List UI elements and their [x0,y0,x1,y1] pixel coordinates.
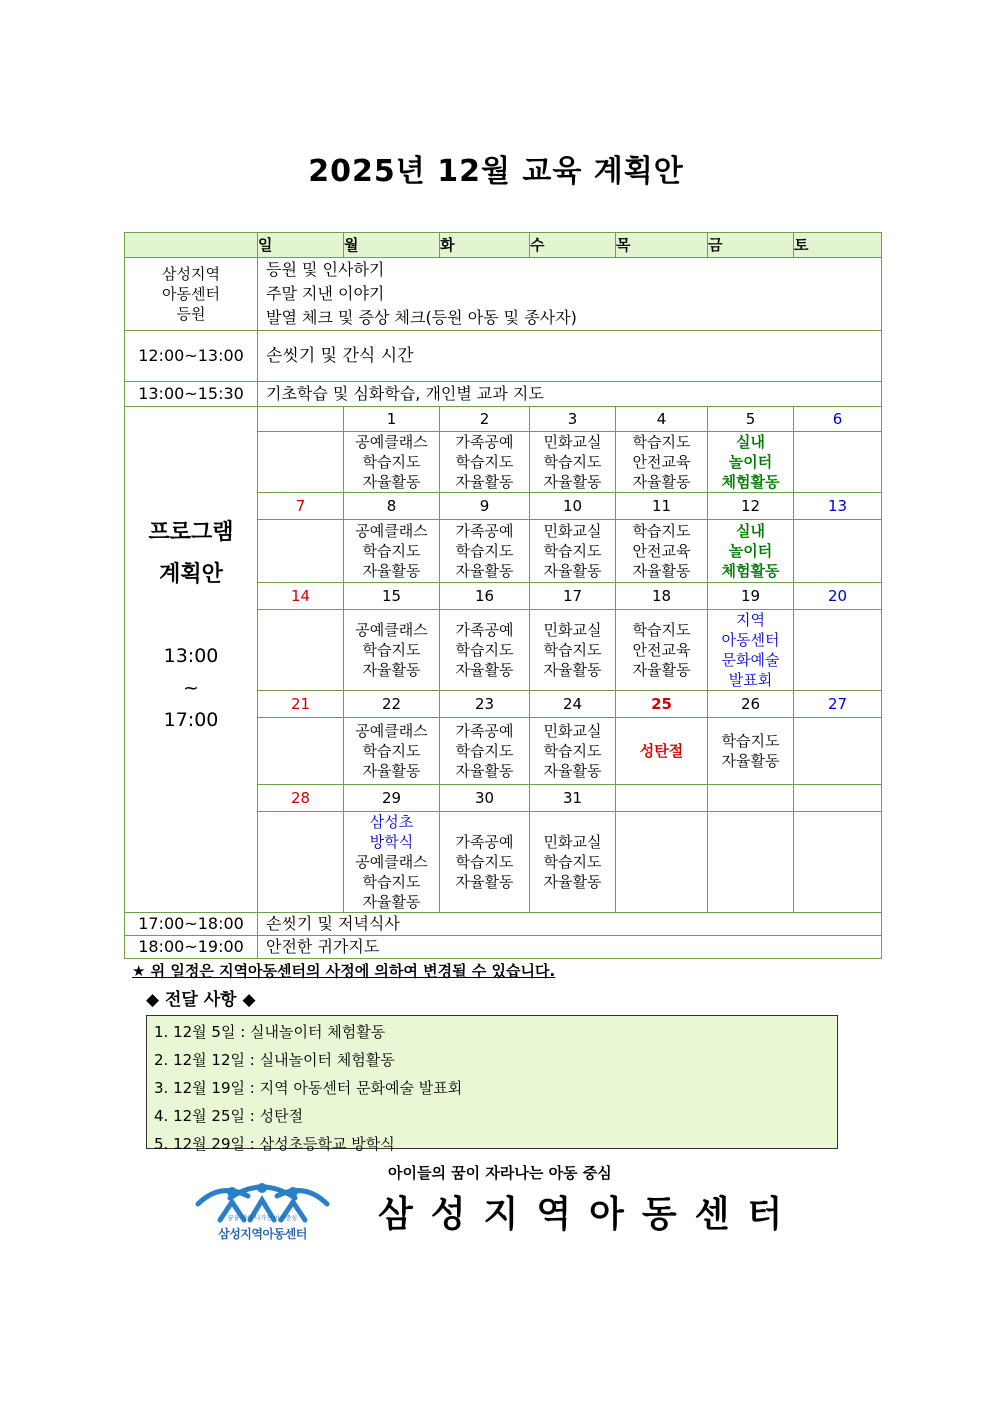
activity-line: 발표회 [728,671,773,689]
date-cell: 13 [794,493,882,520]
arrival-content [258,258,882,331]
activity-cell [708,432,794,493]
activity-line: 놀이터 [728,453,773,471]
date-cell: 5 [708,407,794,432]
date-cell [258,407,344,432]
activity-line: 학습지도 [362,453,421,471]
activity-cell [530,520,616,583]
activity-cell [794,812,882,913]
date-cell: 9 [440,493,530,520]
activity-line: 학습지도 [455,641,514,659]
activity-line: 학습지도 [455,742,514,760]
activity-line: 학습지도 [455,453,514,471]
activity-line: 자율활동 [362,893,421,911]
activity-cell [794,520,882,583]
snack-time: 12:00~13:00 [125,331,258,382]
activity-cell [440,812,530,913]
activity-line: 자율활동 [455,873,514,891]
date-cell: 11 [616,493,708,520]
arrival-label [125,258,258,331]
activity-line: 공예클래스 [355,853,428,871]
activity-line: 자율활동 [362,562,421,580]
activity-line: 학습지도 [632,522,691,540]
delivery-item: 3. 12월 19일 : 지역 아동센터 문화예술 발표회 [154,1079,463,1097]
date-cell: 29 [344,785,440,812]
activity-line: 실내 [736,433,765,451]
study-row [125,382,882,407]
activity-cell [344,812,440,913]
header-sun: 일 [258,233,344,258]
snack-row [125,331,882,382]
activity-line: 안전교육 [632,453,691,471]
activity-cell [344,610,440,691]
date-cell: 18 [616,583,708,610]
date-cell: 25 [616,691,708,718]
header-sat: 토 [794,233,882,258]
evening-time: 18:00~19:00 [125,936,258,959]
activity-cell [794,610,882,691]
activity-line: 자율활동 [362,473,421,491]
date-cell: 26 [708,691,794,718]
activity-line: 자율활동 [362,762,421,780]
activity-line: 자율활동 [632,661,691,679]
week-date-row [125,407,882,432]
activity-line: 자율활동 [455,762,514,780]
activity-line: 안전교육 [632,542,691,560]
activity-line: 학습지도 [543,742,602,760]
activity-line: 자율활동 [455,562,514,580]
arrival-row [125,258,882,331]
activity-cell [440,610,530,691]
date-cell [616,785,708,812]
evening-desc: 안전한 귀가지도 [258,936,882,959]
activity-line: 민화교실 [543,621,602,639]
header-fri: 금 [708,233,794,258]
date-cell: 6 [794,407,882,432]
activity-line: 성탄절 [639,742,684,760]
activity-line: 자율활동 [543,762,602,780]
activity-cell [344,432,440,493]
activity-cell [708,812,794,913]
activity-cell [708,718,794,785]
arrival-label-line: 등원 [176,305,206,323]
activity-cell [616,432,708,493]
activity-cell [440,520,530,583]
evening-row [125,936,882,959]
activity-line: 자율활동 [543,873,602,891]
program-label-line: 프로그램 [148,520,234,545]
activity-cell [616,520,708,583]
activity-line: 학습지도 [632,433,691,451]
activity-cell [794,718,882,785]
activity-line: 자율활동 [455,473,514,491]
activity-cell [530,610,616,691]
evening-desc: 손씻기 및 저녁식사 [258,913,882,936]
activity-cell [258,520,344,583]
date-cell: 31 [530,785,616,812]
arrival-label-line: 아동센터 [162,285,220,303]
date-cell: 24 [530,691,616,718]
activity-line: 공예클래스 [355,433,428,451]
activity-line: 학습지도 [543,453,602,471]
header-thu: 목 [616,233,708,258]
activity-line: 민화교실 [543,522,602,540]
arrival-line: 발열 체크 및 증상 체크(등원 아동 및 종사자) [266,308,577,327]
activity-cell [344,520,440,583]
program-time-sep: ~ [183,677,199,699]
program-label [125,407,258,913]
activity-line: 체험활동 [721,473,780,491]
activity-cell [258,718,344,785]
date-cell: 21 [258,691,344,718]
study-desc: 기초학습 및 심화학습, 개인별 교과 지도 [258,382,882,407]
date-cell: 8 [344,493,440,520]
date-cell: 12 [708,493,794,520]
activity-line: 학습지도 [362,641,421,659]
activity-line: 자율활동 [721,752,780,770]
date-cell: 14 [258,583,344,610]
activity-cell [708,610,794,691]
header-wed: 수 [530,233,616,258]
date-cell: 10 [530,493,616,520]
activity-line: 방학식 [369,833,414,851]
activity-line: 아동센터 [721,631,780,649]
activity-line: 자율활동 [632,562,691,580]
date-cell: 2 [440,407,530,432]
date-cell: 17 [530,583,616,610]
activity-cell [258,610,344,691]
activity-line: 민화교실 [543,722,602,740]
activity-line: 공예클래스 [355,722,428,740]
header-corner [125,233,258,258]
activity-cell [794,432,882,493]
date-cell: 15 [344,583,440,610]
activity-cell [440,718,530,785]
activity-cell [530,718,616,785]
activity-line: 가족공예 [455,833,514,851]
date-cell [794,785,882,812]
activity-line: 학습지도 [632,621,691,639]
activity-line: 민화교실 [543,833,602,851]
activity-cell [258,812,344,913]
education-plan-table [124,232,882,959]
activity-line: 학습지도 [721,732,780,750]
date-cell: 22 [344,691,440,718]
activity-line: 자율활동 [362,661,421,679]
activity-line: 학습지도 [543,641,602,659]
slogan: 아이들의 꿈이 자라나는 아동 중심 [388,1164,612,1182]
activity-line: 가족공예 [455,522,514,540]
activity-line: 체험활동 [721,562,780,580]
date-cell: 7 [258,493,344,520]
activity-line: 가족공예 [455,621,514,639]
activity-line: 공예클래스 [355,621,428,639]
date-cell: 4 [616,407,708,432]
activity-line: 가족공예 [455,433,514,451]
arrival-line: 주말 지낸 이야기 [266,284,385,303]
date-cell: 20 [794,583,882,610]
activity-line: 자율활동 [455,661,514,679]
activity-line: 학습지도 [362,742,421,760]
activity-line: 학습지도 [455,542,514,560]
activity-line: 민화교실 [543,433,602,451]
program-time-start: 13:00 [163,645,219,667]
activity-line: 문화예술 [721,651,780,669]
delivery-item: 1. 12월 5일 : 실내놀이터 체험활동 [154,1023,386,1041]
activity-line: 학습지도 [543,542,602,560]
header-mon: 월 [344,233,440,258]
date-cell [708,785,794,812]
activity-cell [616,812,708,913]
arrival-label-line: 삼성지역 [162,265,220,283]
activity-cell [616,718,708,785]
activity-line: 자율활동 [632,473,691,491]
date-cell: 30 [440,785,530,812]
activity-line: 실내 [736,522,765,540]
delivery-item: 5. 12월 29일 : 삼성초등학교 방학식 [154,1135,395,1153]
activity-cell [530,432,616,493]
activity-line: 자율활동 [543,661,602,679]
activity-line: 학습지도 [362,542,421,560]
activity-cell [258,432,344,493]
date-cell: 16 [440,583,530,610]
delivery-title: ◆ 전달 사항 ◆ [146,990,256,1010]
date-cell: 23 [440,691,530,718]
activity-line: 학습지도 [362,873,421,891]
activity-line: 안전교육 [632,641,691,659]
logo-name: 삼성지역아동센터 [218,1227,307,1241]
date-cell: 28 [258,785,344,812]
center-name: 삼성지역아동센터 [378,1194,801,1235]
activity-line: 자율활동 [543,562,602,580]
page-title: 2025년 12월 교육 계획안 [308,154,684,189]
date-cell: 27 [794,691,882,718]
activity-line: 지역 [736,611,765,629]
weekday-header-row [125,233,882,258]
evening-row [125,913,882,936]
date-cell: 3 [530,407,616,432]
delivery-box [146,1015,838,1153]
delivery-item: 2. 12월 12일 : 실내놀이터 체험활동 [154,1051,395,1069]
study-time: 13:00~15:30 [125,382,258,407]
activity-line: 학습지도 [543,853,602,871]
activity-cell [616,610,708,691]
snack-desc: 손씻기 및 간식 시간 [258,331,882,382]
date-cell: 1 [344,407,440,432]
activity-cell [344,718,440,785]
activity-line: 공예클래스 [355,522,428,540]
activity-cell [530,812,616,913]
activity-cell [708,520,794,583]
activity-line: 놀이터 [728,542,773,560]
activity-line: 학습지도 [455,853,514,871]
evening-time: 17:00~18:00 [125,913,258,936]
activity-line: 가족공예 [455,722,514,740]
delivery-item: 4. 12월 25일 : 성탄절 [154,1107,304,1125]
change-notice: ★ 위 일정은 지역아동센터의 사정에 의하여 변경될 수 있습니다. [132,962,556,980]
activity-line: 삼성초 [369,813,414,831]
activity-cell [440,432,530,493]
date-cell: 19 [708,583,794,610]
header-tue: 화 [440,233,530,258]
logo-subtext: 꿈을 향해 나가는 아동중심 [227,1215,298,1222]
arrival-line: 등원 및 인사하기 [266,260,385,279]
program-label-line: 계획안 [159,562,223,587]
program-time-end: 17:00 [163,709,219,731]
activity-line: 자율활동 [543,473,602,491]
